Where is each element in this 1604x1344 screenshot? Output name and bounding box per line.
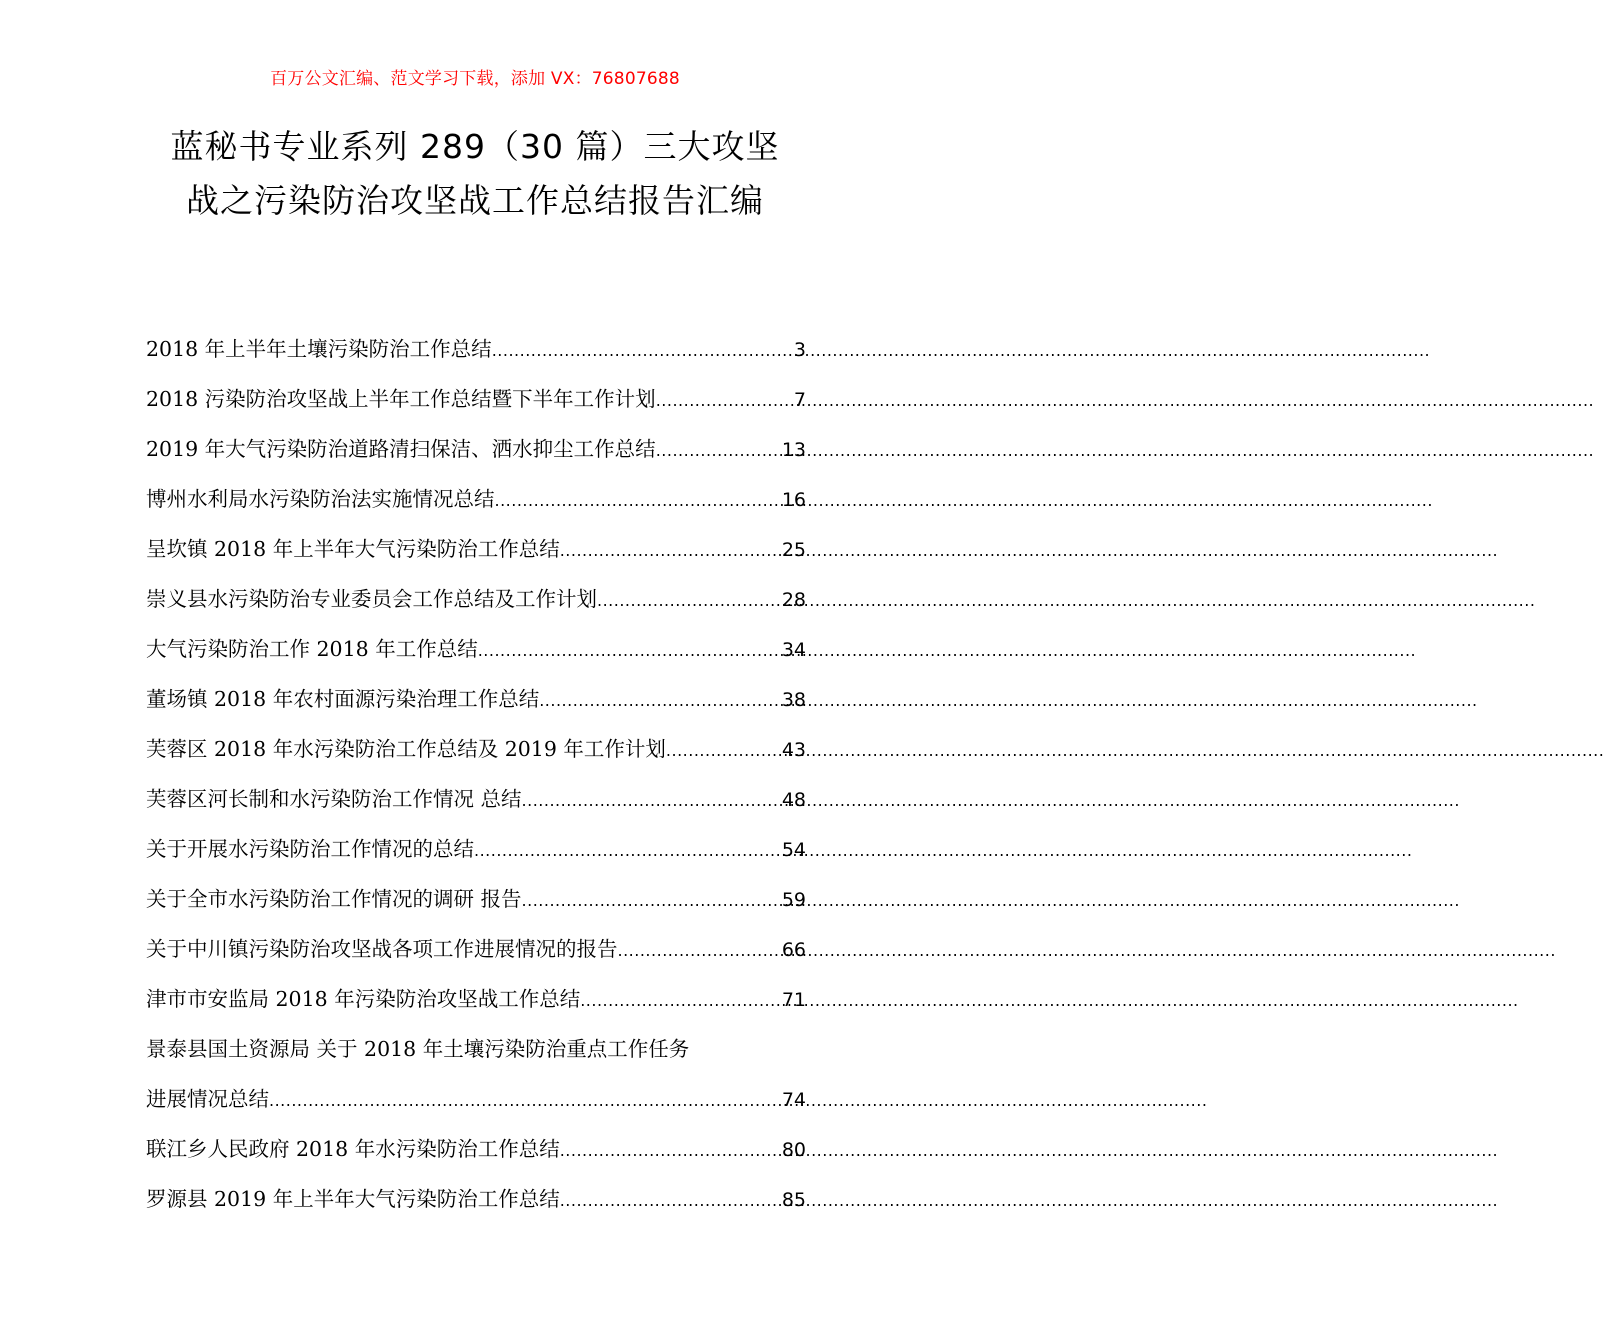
toc-leader-dots: [597, 576, 782, 626]
toc-entry-page: 59: [781, 889, 806, 911]
table-of-contents: [146, 324, 806, 1224]
toc-entry-page: 38: [781, 689, 806, 711]
toc-entry-title: 关于全市水污染防治工作情况的调研 报告: [146, 887, 522, 911]
toc-entry-multiline[interactable]: [146, 1024, 806, 1124]
toc-entry[interactable]: [146, 424, 806, 474]
toc-entry-page: 43: [781, 739, 806, 761]
toc-entry-title-line-2-row: [146, 1074, 806, 1124]
toc-entry[interactable]: [146, 674, 806, 724]
toc-entry-title: 芙蓉区河长制和水污染防治工作情况 总结: [146, 787, 522, 811]
toc-leader-dots: [560, 1176, 782, 1226]
toc-entry-page: 71: [781, 989, 806, 1011]
toc-entry[interactable]: [146, 824, 806, 874]
toc-entry-title: 津市市安监局 2018 年污染防治攻坚战工作总结: [146, 987, 581, 1011]
toc-entry[interactable]: [146, 774, 806, 824]
toc-entry-page: 34: [781, 639, 806, 661]
toc-entry[interactable]: [146, 1174, 806, 1224]
toc-leader-dots: [474, 826, 782, 876]
toc-entry-page: 16: [781, 489, 806, 511]
toc-entry-title: 呈坎镇 2018 年上半年大气污染防治工作总结: [146, 537, 560, 561]
toc-entry-page: 13: [781, 439, 806, 461]
toc-leader-dots: [656, 376, 794, 426]
toc-entry[interactable]: [146, 974, 806, 1024]
document-title-line-1: 蓝秘书专业系列 289（30 篇）三大攻坚: [170, 127, 780, 166]
toc-entry-title: 崇义县水污染防治专业委员会工作总结及工作计划: [146, 587, 597, 611]
toc-entry-page: 80: [781, 1139, 806, 1161]
toc-entry[interactable]: [146, 574, 806, 624]
toc-leader-dots: [560, 526, 782, 576]
toc-leader-dots: [618, 926, 782, 976]
toc-entry-title: 联江乡人民政府 2018 年水污染防治工作总结: [146, 1137, 560, 1161]
toc-entry-title: 大气污染防治工作 2018 年工作总结: [146, 637, 478, 661]
toc-entry-title: 罗源县 2019 年上半年大气污染防治工作总结: [146, 1187, 560, 1211]
toc-leader-dots: [522, 876, 782, 926]
document-title-line-2: 战之污染防治攻坚战工作总结报告汇编: [186, 181, 764, 220]
toc-entry-page: 25: [781, 539, 806, 561]
toc-leader-dots: [539, 676, 782, 726]
toc-entry-title: 博州水利局水污染防治法实施情况总结: [146, 487, 495, 511]
toc-entry[interactable]: [146, 724, 806, 774]
toc-entry-page: 66: [781, 939, 806, 961]
toc-entry[interactable]: [146, 524, 806, 574]
toc-entry-title: 2018 污染防治攻坚战上半年工作总结暨下半年工作计划: [146, 387, 656, 411]
toc-entry-title: 2019 年大气污染防治道路清扫保洁、洒水抑尘工作总结: [146, 437, 656, 461]
toc-entry[interactable]: [146, 624, 806, 674]
toc-leader-dots: [478, 626, 782, 676]
toc-entry-page: 48: [781, 789, 806, 811]
toc-leader-dots: [560, 1126, 782, 1176]
toc-entry[interactable]: [146, 1124, 806, 1174]
toc-leader-dots: [656, 426, 782, 476]
toc-leader-dots: [492, 326, 794, 376]
toc-entry-title-line-1: 景泰县国土资源局 关于 2018 年土壤污染防治重点工作任务: [146, 1037, 690, 1061]
toc-entry[interactable]: [146, 374, 806, 424]
toc-leader-dots: [580, 976, 782, 1026]
toc-entry-page: 54: [781, 839, 806, 861]
toc-entry-title: 关于开展水污染防治工作情况的总结: [146, 837, 474, 861]
toc-entry-title-line-2: 进展情况总结: [146, 1087, 269, 1111]
toc-entry-title: 2018 年上半年土壤污染防治工作总结: [146, 337, 492, 361]
toc-leader-dots: [495, 476, 782, 526]
toc-entry-page: 7: [793, 389, 806, 411]
toc-entry-title: 关于中川镇污染防治攻坚战各项工作进展情况的报告: [146, 937, 618, 961]
toc-entry-page: 74: [781, 1089, 806, 1111]
toc-entry-title: 芙蓉区 2018 年水污染防治工作总结及 2019 年工作计划: [146, 737, 666, 761]
toc-entry[interactable]: [146, 474, 806, 524]
toc-leader-dots: [522, 776, 782, 826]
promo-banner: 百万公文汇编、范文学习下载，添加 VX：76807688: [270, 69, 680, 89]
toc-entry-page: 3: [793, 339, 806, 361]
document-title: [60, 120, 890, 228]
toc-entry-page: 85: [781, 1189, 806, 1211]
toc-entry[interactable]: [146, 874, 806, 924]
toc-leader-dots: [269, 1076, 782, 1126]
toc-entry[interactable]: [146, 324, 806, 374]
toc-entry-page: 28: [781, 589, 806, 611]
toc-entry[interactable]: [146, 924, 806, 974]
toc-leader-dots: [666, 726, 782, 776]
toc-entry-title: 董场镇 2018 年农村面源污染治理工作总结: [146, 687, 540, 711]
